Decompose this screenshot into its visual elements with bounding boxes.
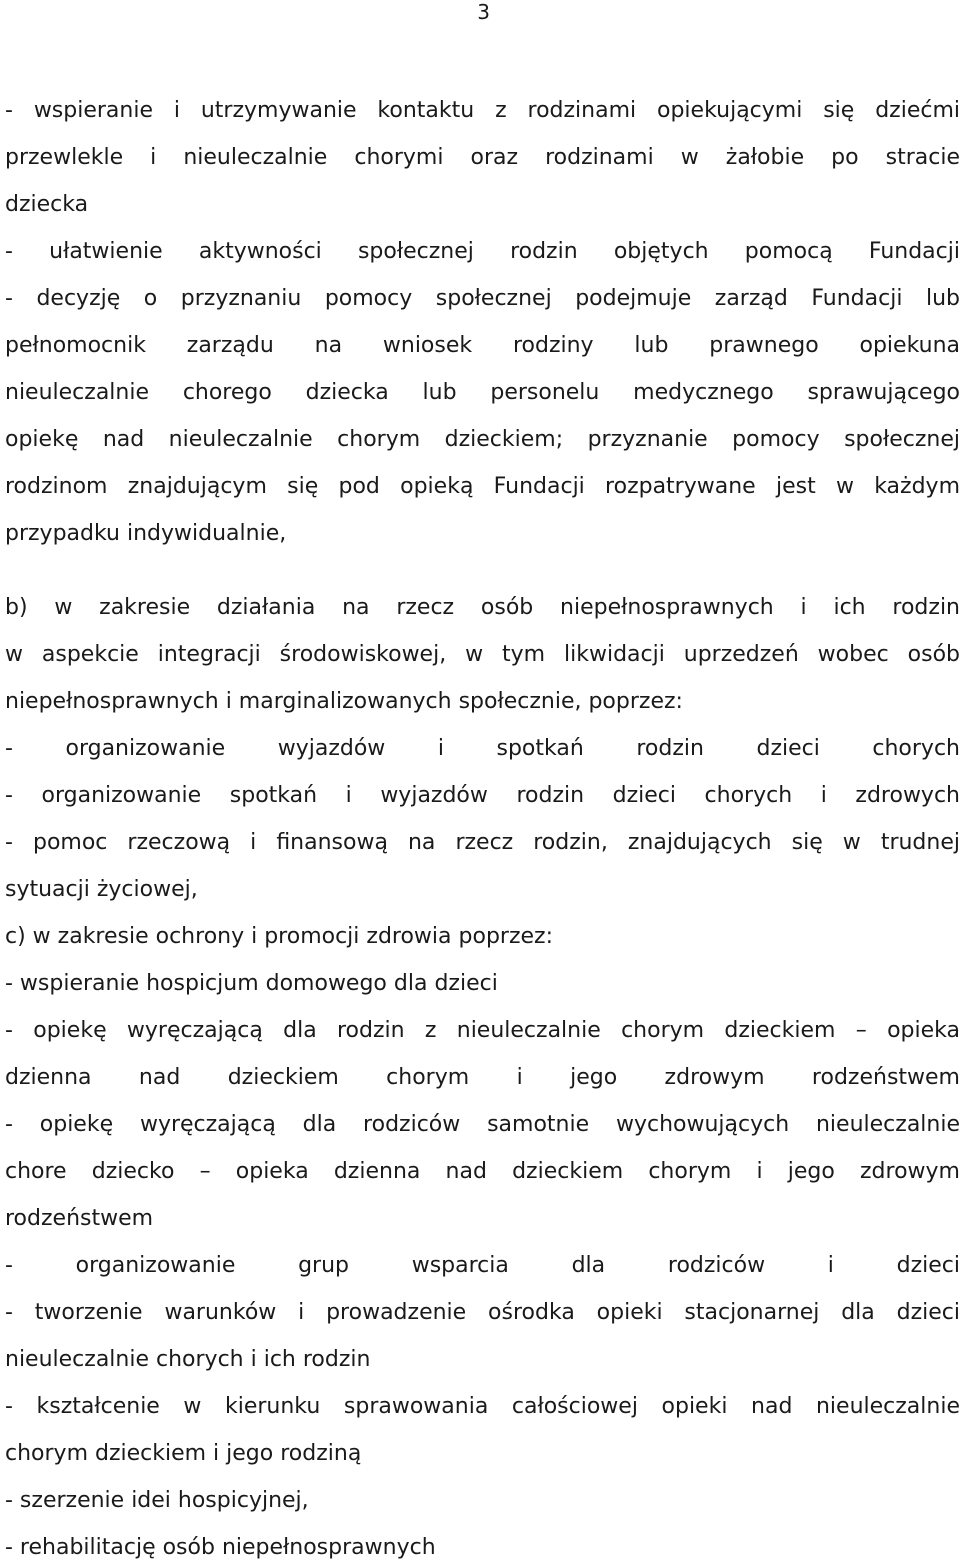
text-line: - tworzenie warunków i prowadzenie ośrodka opieki stacjonarnej dla dzieci xyxy=(5,1300,960,1325)
text-line: dziecka xyxy=(5,192,89,217)
text-line: nieuleczalnie chorego dziecka lub personelu medycznego sprawującego xyxy=(5,380,960,405)
text-line: chorym dzieckiem i jego rodziną xyxy=(5,1441,362,1466)
text-line: przypadku indywidualnie, xyxy=(5,521,287,546)
text-line: - decyzję o przyznaniu pomocy społecznej podejmuje zarząd Fundacji lub xyxy=(5,286,960,311)
text-line: niepełnosprawnych i marginalizowanych społecznie, poprzez: xyxy=(5,689,683,714)
text-line: nieuleczalnie chorych i ich rodzin xyxy=(5,1347,371,1372)
text-line: - opiekę wyręczającą dla rodzin z nieuleczalnie chorym dzieckiem – opieka xyxy=(5,1018,960,1043)
text-line: chore dziecko – opieka dzienna nad dzieckiem chorym i jego zdrowym xyxy=(5,1159,960,1184)
text-line: - organizowanie spotkań i wyjazdów rodzin dzieci chorych i zdrowych xyxy=(5,783,960,808)
text-line: b) w zakresie działania na rzecz osób niepełnosprawnych i ich rodzin xyxy=(5,595,960,620)
text-line: - rehabilitację osób niepełnosprawnych xyxy=(5,1535,436,1560)
text-line: - szerzenie idei hospicyjnej, xyxy=(5,1488,309,1513)
page-number: 3 xyxy=(477,0,490,24)
text-line: - ułatwienie aktywności społecznej rodzin objętych pomocą Fundacji xyxy=(5,239,960,264)
text-line: rodzinom znajdującym się pod opieką Fundacji rozpatrywane jest w każdym xyxy=(5,474,960,499)
text-line: - wspieranie hospicjum domowego dla dzieci xyxy=(5,971,498,996)
text-line: - organizowanie wyjazdów i spotkań rodzin dzieci chorych xyxy=(5,736,960,761)
text-line: - opiekę wyręczającą dla rodziców samotnie wychowujących nieuleczalnie xyxy=(5,1112,960,1137)
text-line: - organizowanie grup wsparcia dla rodziców i dzieci xyxy=(5,1253,960,1278)
text-line: rodzeństwem xyxy=(5,1206,154,1231)
text-line: sytuacji życiowej, xyxy=(5,877,198,902)
text-line: c) w zakresie ochrony i promocji zdrowia poprzez: xyxy=(5,924,553,949)
text-line: - kształcenie w kierunku sprawowania całościowej opieki nad nieuleczalnie xyxy=(5,1394,960,1419)
text-line: dzienna nad dzieckiem chorym i jego zdrowym rodzeństwem xyxy=(5,1065,960,1090)
text-line: - pomoc rzeczową i finansową na rzecz rodzin, znajdujących się w trudnej xyxy=(5,830,960,855)
text-line: - wspieranie i utrzymywanie kontaktu z rodzinami opiekującymi się dziećmi xyxy=(5,98,960,123)
text-line: pełnomocnik zarządu na wniosek rodziny lub prawnego opiekuna xyxy=(5,333,960,358)
text-line: przewlekle i nieuleczalnie chorymi oraz rodzinami w żałobie po stracie xyxy=(5,145,960,170)
text-line: opiekę nad nieuleczalnie chorym dzieckiem; przyznanie pomocy społecznej xyxy=(5,427,960,452)
text-line: w aspekcie integracji środowiskowej, w tym likwidacji uprzedzeń wobec osób xyxy=(5,642,960,667)
